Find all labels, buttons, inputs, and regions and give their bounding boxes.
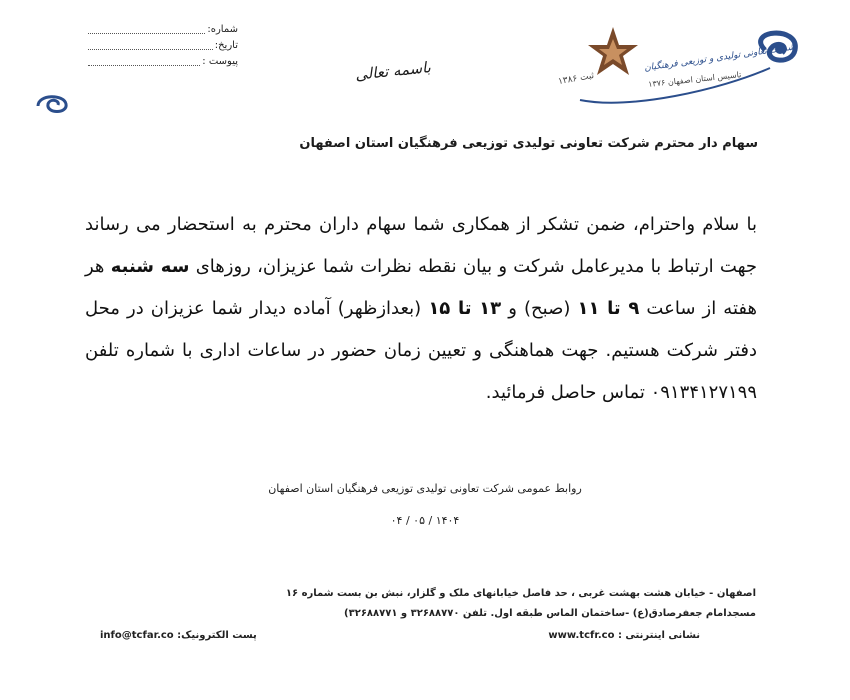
letter-date-row — [88, 38, 238, 54]
letter-number-label: شماره: — [207, 24, 238, 35]
email-link[interactable]: info@tcfar.co — [100, 630, 174, 641]
website-link[interactable]: www.tcfr.co — [548, 630, 615, 641]
letter-date: ۱۴۰۴ / ۰۵ / ۰۴ — [390, 514, 460, 527]
letter-meta — [88, 22, 238, 70]
letter-attachment-value — [88, 54, 200, 66]
company-logo — [570, 20, 800, 112]
letter-date-label: تاریخ: — [214, 40, 238, 51]
letter-attachment-label: پیوست : — [202, 56, 238, 67]
logo-text-line1: شرکت تعاونی تولیدی و توزیعی فرهنگیان — [643, 42, 796, 74]
footer-address-line2: مسجدامام جعفرصادق(ع) -ساختمان الماس طبقه اول. تلفن ۳۲۶۸۸۷۷۰ و ۳۲۶۸۸۷۷۱) — [344, 608, 756, 619]
email-label: پست الکترونیک: — [177, 630, 257, 641]
footer-address-line1: اصفهان - خیابان هشت بهشت غربی ، حد فاصل خیابانهای ملک و گلزار، نبش بن بست شماره ۱۶ — [285, 588, 756, 599]
registration-since: ۱۳۸۶ ثبت — [557, 70, 595, 88]
body-text-2: هر هفته از ساعت — [85, 256, 757, 319]
small-swirl-icon — [34, 92, 74, 120]
body-text-3: (صبح) و — [501, 298, 578, 319]
body-day: سه شنبه — [110, 256, 190, 277]
body-text-1: با سلام واحترام، ضمن تشکر از همکاری شما سهام داران محترم به استحضار می رساند جهت ارتباط با مدیرعامل شرکت و بیان نقطه نظرات شما عزیزان، روزهای — [85, 214, 757, 277]
body-time-afternoon: ۱۳ تا ۱۵ — [428, 298, 502, 319]
footer-website — [548, 630, 700, 641]
letter-body — [85, 204, 757, 414]
footer-email — [100, 630, 257, 641]
letter-number-row — [88, 22, 238, 38]
company-logo-graphic — [570, 20, 800, 112]
letter-number-value — [88, 22, 205, 34]
footer-address — [116, 584, 756, 624]
letter-attachment-row — [88, 54, 238, 70]
logo-text-line2: تاسیس استان اصفهان ۱۳۷۶ — [647, 70, 742, 89]
signature-line: روابط عمومی شرکت تعاونی تولیدی توزیعی فرهنگیان استان اصفهان — [268, 482, 582, 495]
body-time-morning: ۹ تا ۱۱ — [577, 298, 640, 319]
salutation: باسمه تعالی — [354, 58, 432, 84]
body-text-4: (بعدازظهر) آماده دیدار شما عزیزان در محل دفتر شرکت هستیم. جهت هماهنگی و تعیین زمان حضور در ساعات اداری با شماره تلفن ۰۹۱۳۴۱۲۷۱۹۹ تماس حاصل فرمائید. — [85, 298, 757, 403]
footer-contacts — [100, 630, 700, 641]
website-label: نشانی اینترنتی : — [617, 630, 700, 641]
addressee-line: سهام دار محترم شرکت تعاونی تولیدی توزیعی فرهنگیان استان اصفهان — [299, 136, 758, 151]
letter-date-value — [88, 38, 213, 50]
